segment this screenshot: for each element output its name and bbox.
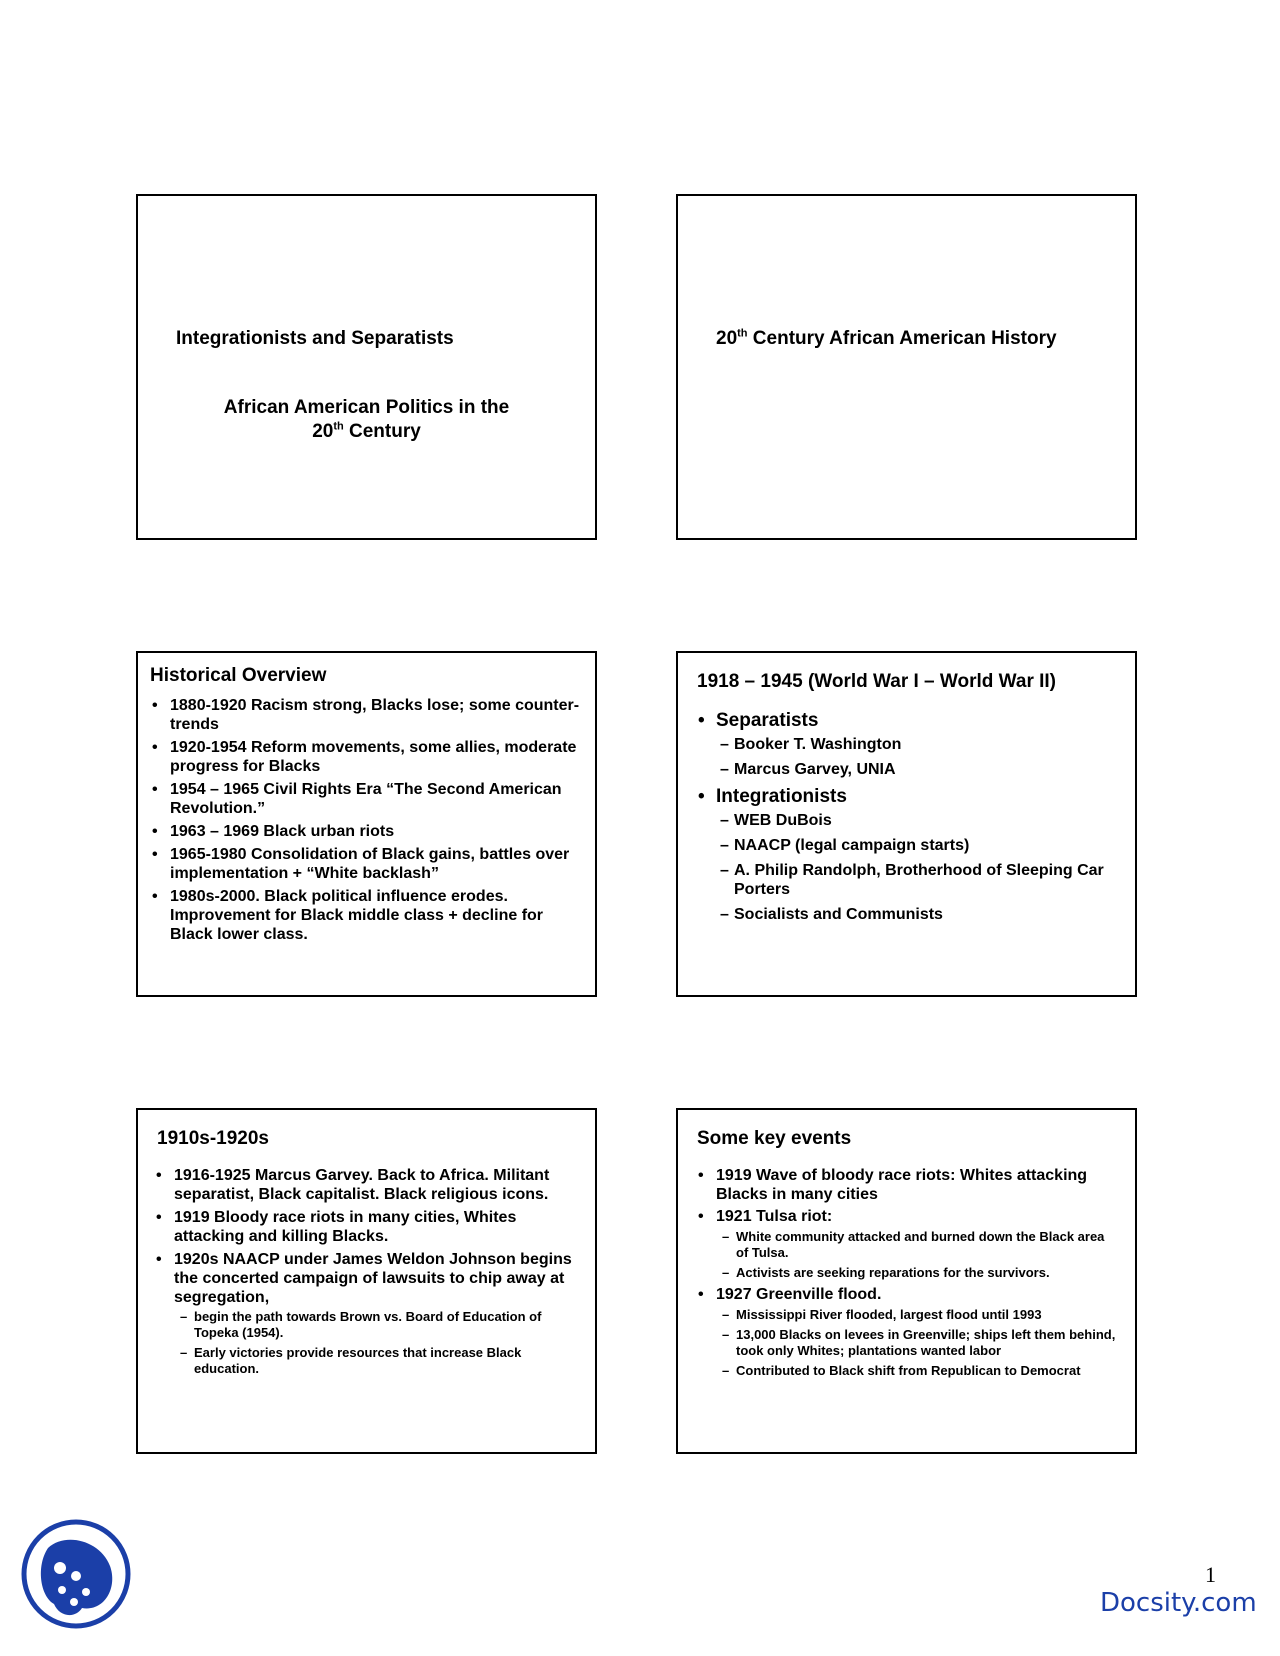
title-number: 20 — [716, 328, 738, 349]
bullet-icon: • — [698, 1208, 704, 1225]
list-item-text: 1919 Wave of bloody race riots: Whites attacking Blacks in many cities — [716, 1167, 1088, 1203]
list-item — [152, 696, 580, 734]
naacp-sub-list — [180, 1309, 579, 1377]
bullet-icon: • — [156, 1251, 162, 1268]
dash-icon: – — [720, 862, 729, 879]
slide-3 — [136, 651, 597, 997]
list-item — [698, 1285, 1116, 1379]
list-item-text: 1920-1954 Reform movements, some allies, moderate progress for Blacks — [170, 739, 577, 775]
list-item-text: 1963 – 1969 Black urban riots — [170, 823, 395, 840]
sub-list-item-text: 13,000 Blacks on levees in Greenville; ships left them behind, took only Whites; plantations wanted labor — [736, 1327, 1116, 1358]
sub-list-item — [722, 1363, 1116, 1379]
sub-list-item — [720, 836, 1116, 855]
sub-list-item — [722, 1327, 1116, 1359]
sub-list-item-text: White community attacked and burned down the Black area of Tulsa. — [736, 1229, 1105, 1260]
bullet-icon: • — [698, 786, 705, 807]
slide-1-subtitle-line2 — [138, 420, 595, 444]
sub-list-item-text: Socialists and Communists — [734, 906, 943, 923]
slide-1-subtitle — [138, 396, 595, 444]
slide-6 — [676, 1108, 1137, 1454]
list-item-text: 1880-1920 Racism strong, Blacks lose; some counter-trends — [170, 697, 580, 733]
dash-icon: – — [180, 1345, 188, 1360]
sub-list-item-text: WEB DuBois — [734, 812, 832, 829]
sub-list-wrapper — [716, 735, 1116, 779]
slide-2 — [676, 194, 1137, 540]
list-item-text: 1920s NAACP under James Weldon Johnson begins the concerted campaign of lawsuits to chip away at segregation, — [174, 1251, 572, 1306]
separatists-sub-list — [720, 735, 1116, 779]
sub-list-item — [720, 905, 1116, 924]
sub-list-item-text: Mississippi River flooded, largest flood until 1993 — [736, 1307, 1042, 1322]
slide-2-title — [716, 328, 1057, 350]
list-item-text: 1919 Bloody race riots in many cities, Whites attacking and killing Blacks. — [174, 1209, 517, 1245]
slide-5-title: 1910s-1920s — [157, 1128, 269, 1149]
bullet-icon: • — [698, 1167, 704, 1184]
list-item — [152, 887, 580, 944]
slide-4-title: 1918 – 1945 (World War I – World War II) — [697, 671, 1056, 692]
dash-icon: – — [722, 1229, 730, 1244]
list-item — [156, 1250, 579, 1377]
subtitle-number: 20 — [312, 421, 334, 442]
slide-3-bullet-list — [152, 696, 580, 948]
list-item-text: 1927 Greenville flood. — [716, 1286, 882, 1303]
dash-icon: – — [722, 1307, 730, 1322]
sub-list-item — [720, 760, 1116, 779]
integrationists-sub-list — [720, 811, 1116, 924]
list-item — [156, 1208, 579, 1246]
list-item-text: 1916-1925 Marcus Garvey. Back to Africa. Militant separatist, Black capitalist. Black religious icons. — [174, 1167, 550, 1203]
list-item-text: Integrationists — [716, 786, 847, 807]
list-item-text: Separatists — [716, 710, 819, 731]
sub-list-wrapper — [716, 811, 1116, 924]
tulsa-sub-list — [722, 1229, 1116, 1281]
dash-icon: – — [180, 1309, 188, 1324]
slide-1 — [136, 194, 597, 540]
sub-list-item — [722, 1265, 1116, 1281]
bullet-icon: • — [156, 1167, 162, 1184]
sub-list-item — [722, 1307, 1116, 1323]
list-item-separatists — [698, 709, 1116, 733]
slide-5-bullet-list — [156, 1166, 579, 1381]
slide-4-bullet-list — [698, 709, 1116, 930]
list-item — [152, 845, 580, 883]
dash-icon: – — [720, 812, 729, 829]
bullet-icon: • — [152, 823, 158, 840]
sub-list-item-text: Early victories provide resources that increase Black education. — [194, 1345, 522, 1376]
dash-icon: – — [722, 1265, 730, 1280]
greenville-sub-list — [722, 1307, 1116, 1379]
sub-list-item — [720, 861, 1116, 899]
sub-list-item — [722, 1229, 1116, 1261]
docsity-logo-icon — [20, 1518, 132, 1630]
bullet-icon: • — [152, 781, 158, 798]
bullet-icon: • — [152, 888, 158, 905]
bullet-icon: • — [698, 710, 705, 731]
bullet-icon: • — [156, 1209, 162, 1226]
slide-3-title: Historical Overview — [150, 665, 327, 686]
list-item-text: 1965-1980 Consolidation of Black gains, battles over implementation + “White backlash” — [170, 846, 570, 882]
sub-list-item — [180, 1309, 579, 1341]
list-item — [152, 738, 580, 776]
slide-6-title: Some key events — [697, 1128, 852, 1149]
list-item — [152, 780, 580, 818]
bullet-icon: • — [698, 1286, 704, 1303]
slide-6-bullet-list — [698, 1166, 1116, 1383]
slide-5 — [136, 1108, 597, 1454]
list-item-text: 1954 – 1965 Civil Rights Era “The Second American Revolution.” — [170, 781, 562, 817]
page-number: 1 — [1205, 1562, 1216, 1587]
title-rest: Century African American History — [747, 328, 1057, 349]
list-item-text: 1921 Tulsa riot: — [716, 1208, 833, 1225]
subtitle-ordinal: th — [333, 420, 344, 433]
slide-1-title: Integrationists and Separatists — [176, 328, 454, 349]
subtitle-rest: Century — [343, 421, 421, 442]
docsity-link[interactable]: Docsity.com — [1100, 1588, 1257, 1618]
dash-icon: – — [722, 1327, 730, 1342]
sub-list-item-text: begin the path towards Brown vs. Board of Education of Topeka (1954). — [194, 1309, 542, 1340]
sub-list-item-text: Activists are seeking reparations for the survivors. — [736, 1265, 1050, 1280]
list-item — [698, 1207, 1116, 1281]
dash-icon: – — [720, 837, 729, 854]
dash-icon: – — [720, 906, 729, 923]
sub-list-item-text: Marcus Garvey, UNIA — [734, 761, 896, 778]
sub-list-item-text: A. Philip Randolph, Brotherhood of Sleeping Car Porters — [734, 862, 1104, 898]
title-ordinal: th — [737, 327, 748, 340]
dash-icon: – — [722, 1363, 730, 1378]
sub-list-item-text: Booker T. Washington — [734, 736, 902, 753]
sub-list-item — [720, 811, 1116, 830]
list-item-text: 1980s-2000. Black political influence erodes. Improvement for Black middle class + decline for Black lower class. — [170, 888, 544, 943]
bullet-icon: • — [152, 697, 158, 714]
bullet-icon: • — [152, 846, 158, 863]
dash-icon: – — [720, 736, 729, 753]
dash-icon: – — [720, 761, 729, 778]
list-item-integrationists — [698, 785, 1116, 809]
slide-1-subtitle-line1: African American Politics in the — [223, 397, 510, 418]
sub-list-item-text: NAACP (legal campaign starts) — [734, 837, 970, 854]
list-item — [152, 822, 580, 841]
bullet-icon: • — [152, 739, 158, 756]
list-item — [698, 1166, 1116, 1204]
sub-list-item-text: Contributed to Black shift from Republican to Democrat — [736, 1363, 1081, 1378]
sub-list-item — [180, 1345, 579, 1377]
sub-list-item — [720, 735, 1116, 754]
list-item — [156, 1166, 579, 1204]
slide-4 — [676, 651, 1137, 997]
